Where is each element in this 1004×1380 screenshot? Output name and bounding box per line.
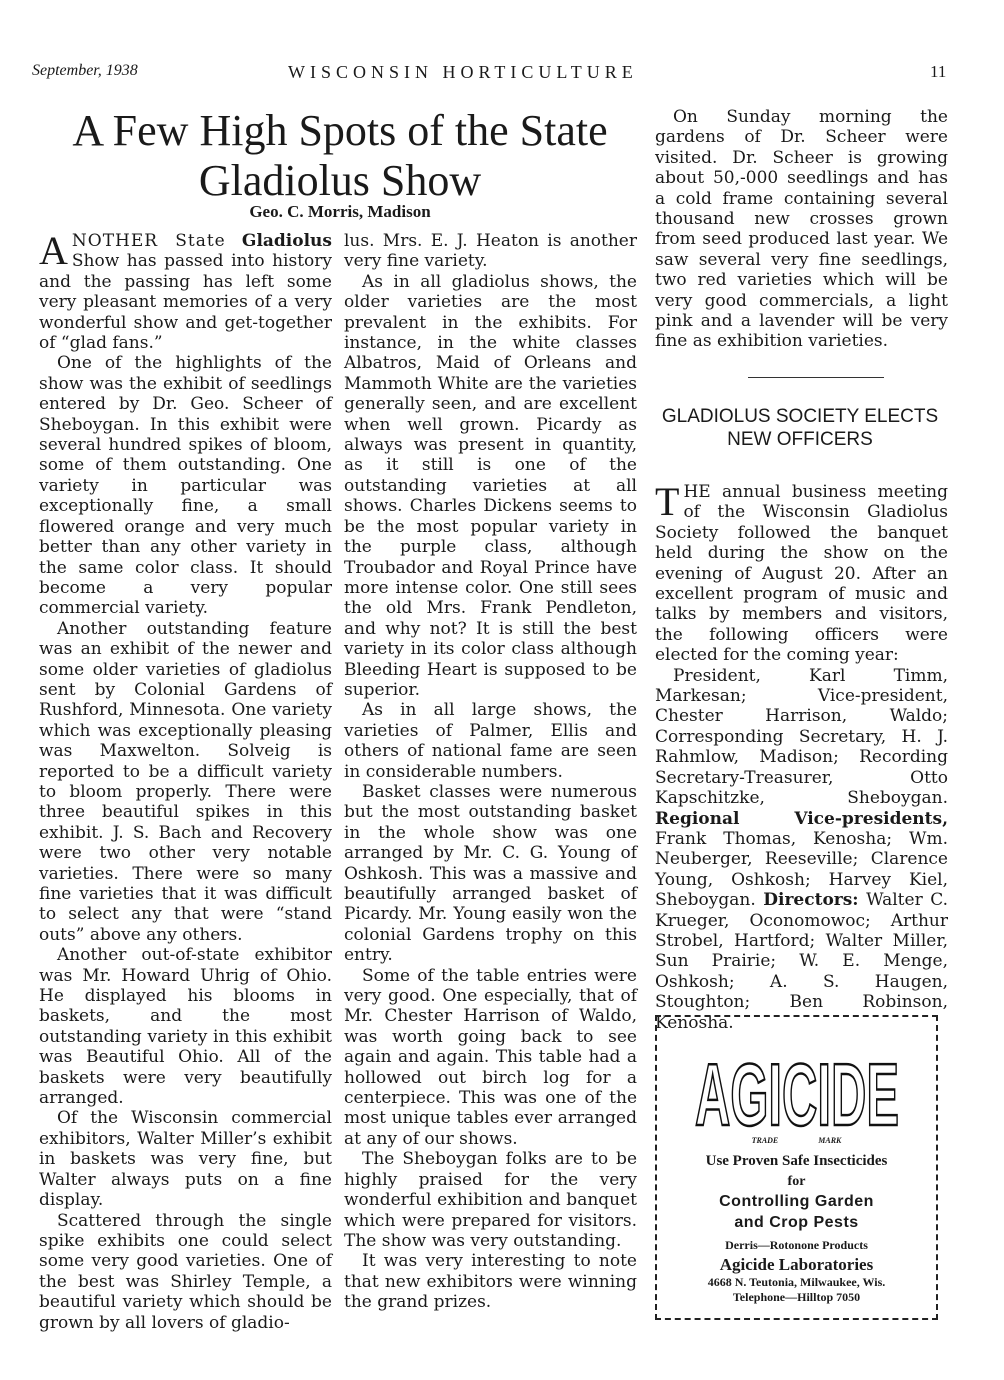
trademark-label bbox=[657, 1136, 936, 1145]
page-number: 11 bbox=[930, 62, 947, 81]
article-column-2 bbox=[344, 231, 637, 1313]
directors-text: Walter C. Krueger, Oconomowoc; Arthur Strobel, Hartford; Walter Miller, Sun Prairie; W. E. Menge, Oshkosh; A. S. Haugen, Stoughton; Ben Robinson, Kenosha. bbox=[655, 890, 949, 1033]
article-paragraph: As in all gladiolus shows, the older varieties are the most prevalent in the exhibits. For instance, in the white classes Albatros, Maid of Orleans and Mammoth White are the varieties generally seen, and are excellent when well grown. Picardy as always was present in quantity, as it still is one of the outstanding varieties at all shows. Charles Dickens seems to be the most popular variety in the purple class, although Troubador and Royal Prince have more intense color. One still sees the old Mrs. Frank Pendleton, and why not? It is still the best variety in its color class although Bleeding Heart is supposed to be superior. bbox=[344, 271, 637, 700]
ad-products: Derris—Rotonone Products bbox=[725, 1238, 868, 1252]
mark-label: MARK bbox=[818, 1136, 842, 1145]
directors-label: Directors: bbox=[763, 890, 859, 911]
officers-text: President, Karl Timm, Markesan; Vice-president, Chester Harrison, Waldo; Corresponding Secretary, H. J. Rahmlow, Madison; Recording Secretary-Treasurer, Otto Kapschitzke, Sheboygan. bbox=[655, 665, 948, 809]
regional-text: Frank Thomas, Kenosha; Wm. Neuberger, Reeseville; Clarence Young, Oshkosh; Harvey Kiel, Sheboygan. bbox=[655, 828, 948, 911]
regional-label: Regional Vice-presidents, bbox=[655, 808, 948, 829]
agicide-logo bbox=[692, 1039, 902, 1133]
article-paragraph: On Sunday morning the gardens of Dr. Scheer were visited. Dr. Scheer is growing about 50,-000 seedlings and has a cold frame containing several thousand new crosses grown from seed produced last year. We saw several very fine seedlings, two red varieties which will be very good commercials, a light pink and a lavender will be very fine as exhibition varieties. bbox=[655, 107, 948, 352]
article-paragraph: Another outstanding feature was an exhibit of the newer and some older varieties of gladiolus sent by Colonial Gardens of Rushford, Minnesota. One variety which was exceptionally pleasing was Maxwelton. Solveig is reported to be a difficult variety to bloom properly. There were three beautiful spikes in this exhibit. J. S. Bach and Recovery were two other very notable varieties. There were so many fine varieties that it was difficult to select any that were “stand outs” above any others. bbox=[39, 618, 332, 945]
society-intro-text: HE annual business meeting of the Wisconsin Gladiolus Society followed the banquet held during the show on the evening of August 20. After an excellent program of music and talks by members and visitors, the following officers were elected for the coming year: bbox=[655, 482, 948, 666]
ad-headline-1: Controlling Garden bbox=[719, 1193, 874, 1210]
society-headline: GLADIOLUS SOCIETY ELECTS NEW OFFICERS bbox=[661, 406, 939, 450]
drop-cap: T bbox=[655, 479, 680, 524]
article-paragraph: One of the highlights of the show was the exhibit of seedlings entered by Dr. Geo. Scheer of Sheboygan. In this exhibit were several hundred spikes of bloom, some of them outstanding. One variety in particular was exceptionally fine, a small flowered orange and very much better than any other variety in the same color class. It should become a very popular commercial variety. bbox=[39, 353, 332, 619]
ad-headline-2: and Crop Pests bbox=[734, 1214, 859, 1231]
lead-text: Show has passed into history and the passing has left some very pleasant memories of a very wonderful show and get-together of “glad fans.” bbox=[39, 251, 332, 354]
article-paragraph: It was very interesting to note that new exhibitors were winning the grand prizes. bbox=[344, 1251, 637, 1313]
trade-label: TRADE bbox=[751, 1136, 779, 1145]
society-article bbox=[655, 479, 949, 1033]
society-intro bbox=[655, 479, 948, 666]
publication-title: WISCONSIN HORTICULTURE bbox=[288, 62, 638, 82]
ad-address: 4668 N. Teutonia, Milwaukee, Wis. bbox=[707, 1275, 886, 1289]
drop-cap: A bbox=[39, 228, 68, 273]
article-lead-paragraph bbox=[39, 228, 332, 354]
article-paragraph: Some of the table entries were very good. One especially, that of Mr. Chester Harrison of Waldo, was worth going back to see again and again. This table had a hollowed out birch log for a centerpiece. This was one of the most unique tables ever arranged at any of our shows. bbox=[344, 965, 637, 1149]
society-officers bbox=[655, 666, 948, 1033]
lead-bold-word: Gladiolus bbox=[241, 231, 332, 251]
article-paragraph: As in all large shows, the varieties of Palmer, Ellis and others of national fame are seen in considerable numbers. bbox=[344, 700, 637, 782]
article-paragraph: Scattered through the single spike exhibits one could select some very good varieties. One of the best was Shirley Temple, a beautiful variety which should be grown by all lovers of gladio- bbox=[39, 1210, 332, 1333]
article-headline: A Few High Spots of the State Gladiolus Show bbox=[72, 106, 608, 205]
section-divider bbox=[748, 377, 884, 378]
article-column-3 bbox=[655, 107, 948, 352]
article-paragraph: lus. Mrs. E. J. Heaton is another very fine variety. bbox=[344, 231, 637, 272]
agicide-advertisement bbox=[655, 1015, 938, 1320]
article-paragraph: Another out-of-state exhibitor was Mr. Howard Uhrig of Ohio. He displayed his blooms in baskets, and the most outstanding variety in this exhibit was Beautiful Ohio. All of the baskets were very beautifully arranged. bbox=[39, 945, 332, 1109]
article-paragraph: Of the Wisconsin commercial exhibitors, Walter Miller’s exhibit in baskets was very fine, but Walter always puts on a fine display. bbox=[39, 1108, 332, 1211]
article-paragraph: The Sheboygan folks are to be highly praised for the very wonderful exhibition and banquet which were prepared for visitors. The show was very outstanding. bbox=[344, 1149, 637, 1251]
article-byline: Geo. C. Morris, Madison bbox=[249, 202, 431, 221]
article-column-1 bbox=[39, 228, 332, 1333]
ad-company: Agicide Laboratories bbox=[719, 1255, 874, 1274]
lead-caps: NOTHER State bbox=[71, 231, 226, 251]
ad-phone: Telephone—Hilltop 7050 bbox=[732, 1290, 861, 1304]
ad-tagline: Use Proven Safe Insecticides bbox=[705, 1153, 888, 1169]
issue-date: September, 1938 bbox=[32, 62, 138, 79]
article-paragraph: Basket classes were numerous but the most outstanding basket in the whole show was one arranged by Mr. C. G. Young of Oshkosh. This was a massive and beautifully arranged basket of Picardy. Mr. Young easily won the colonial Gardens trophy on this entry. bbox=[344, 781, 637, 966]
agicide-logo-text: AGICIDE bbox=[694, 1045, 899, 1133]
ad-for: for bbox=[787, 1174, 806, 1189]
